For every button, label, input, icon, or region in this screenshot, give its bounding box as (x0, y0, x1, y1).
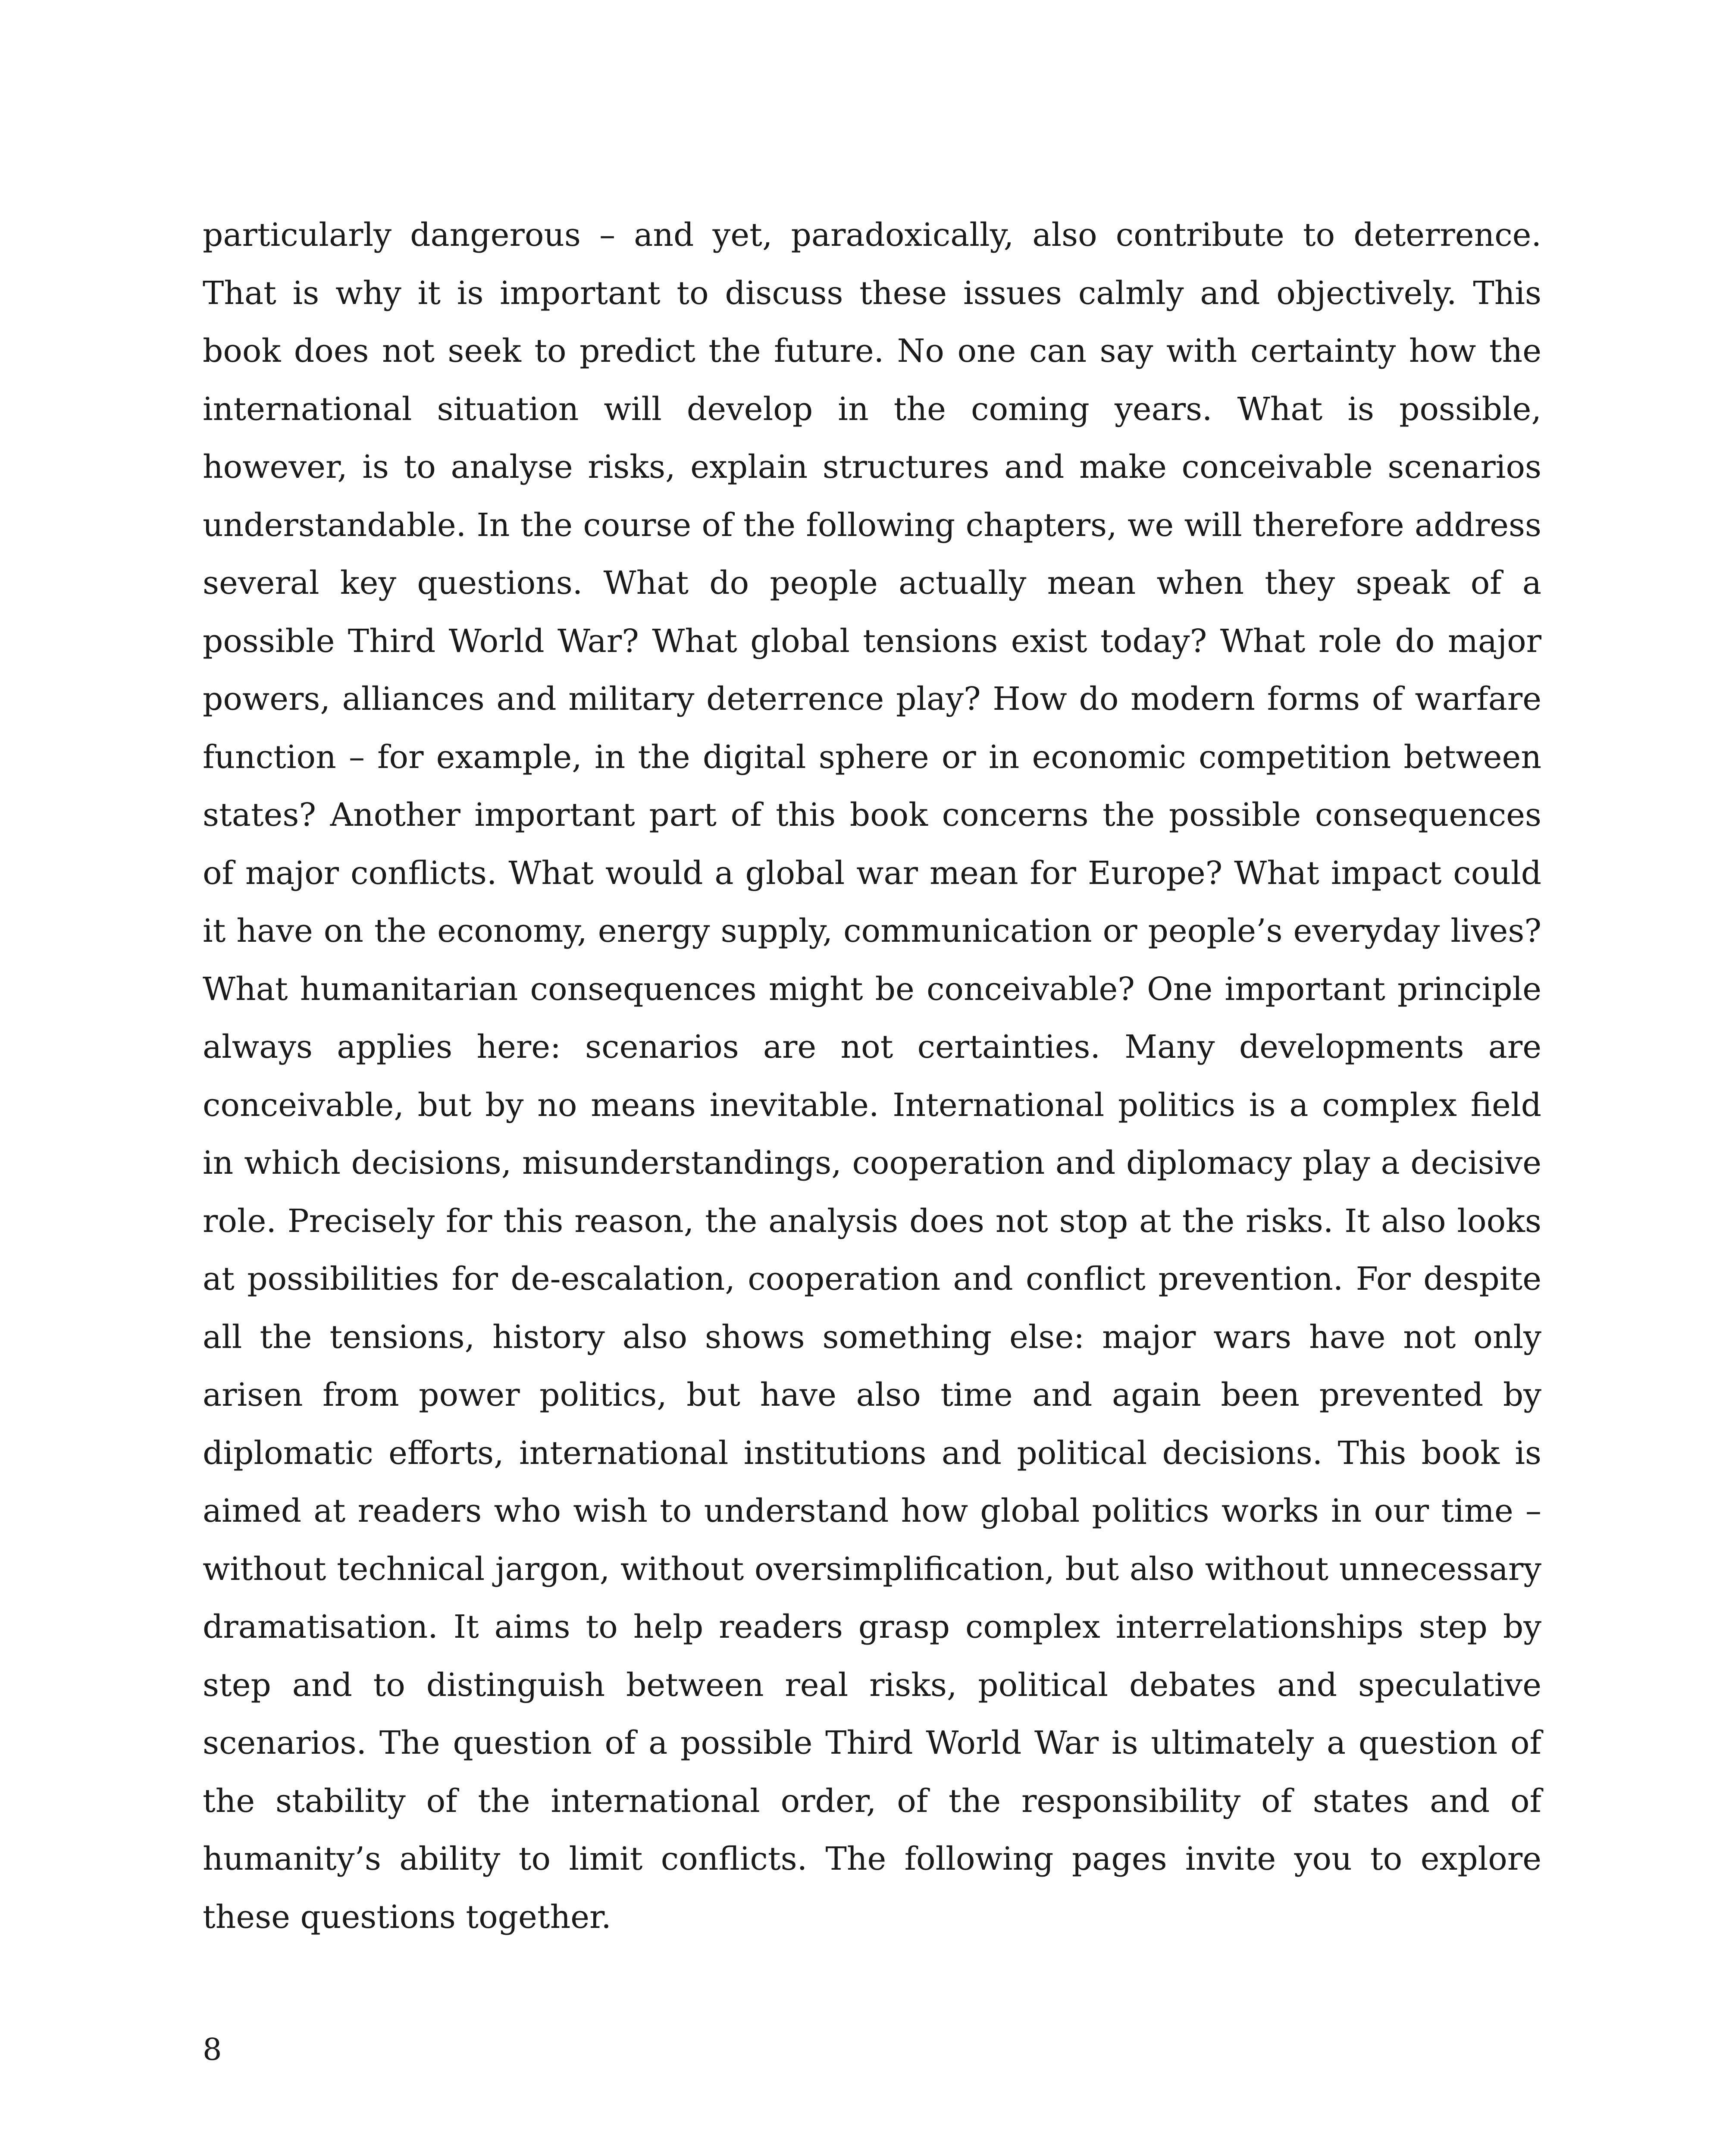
body-paragraph: particularly dangerous – and yet, paradoxically, also contribute to deterrence. That is why it is important to discuss these issues calmly and objectively. This book does not seek to predict the future. No one can say with certainty how the international situation will develop in the coming years. What is possible, however, is to analyse risks, explain structures and make conceivable scenarios understandable. In the course of the following chapters, we will therefore address several key questions. What do people actually mean when they speak of a possible Third World War? What global tensions exist today? What role do major powers, alliances and military deterrence play? How do modern forms of warfare function – for example, in the digital sphere or in economic competition between states? Another important part of this book concerns the possible consequences of major conflicts. What would a global war mean for Europe? What impact could it have on the economy, energy supply, communication or people’s everyday lives? What humanitarian consequences might be conceivable? One important principle always applies here: scenarios are not certainties. Many developments are conceivable, but by no means inevitable. International politics is a complex field in which decisions, misunderstandings, cooperation and diplomacy play a decisive role. Precisely for this reason, the analysis does not stop at the risks. It also looks at possibilities for de-escalation, cooperation and conflict prevention. For despite all the tensions, history also shows something else: major wars have not only arisen from power politics, but have also time and again been prevented by diplomatic efforts, international institutions and political decisions. This book is aimed at readers who wish to understand how global politics works in our time – without technical jargon, without oversimplification, but also without unnecessary dramatisation. It aims to help readers grasp complex interrelationships step by step and to distinguish between real risks, political debates and speculative scenarios. The question of a possible Third World War is ultimately a question of the stability of the international order, of the responsibility of states and of humanity’s ability to limit conflicts. The following pages invite you to explore these questions together. (203, 216, 1541, 1936)
page-number: 8 (203, 2032, 222, 2067)
